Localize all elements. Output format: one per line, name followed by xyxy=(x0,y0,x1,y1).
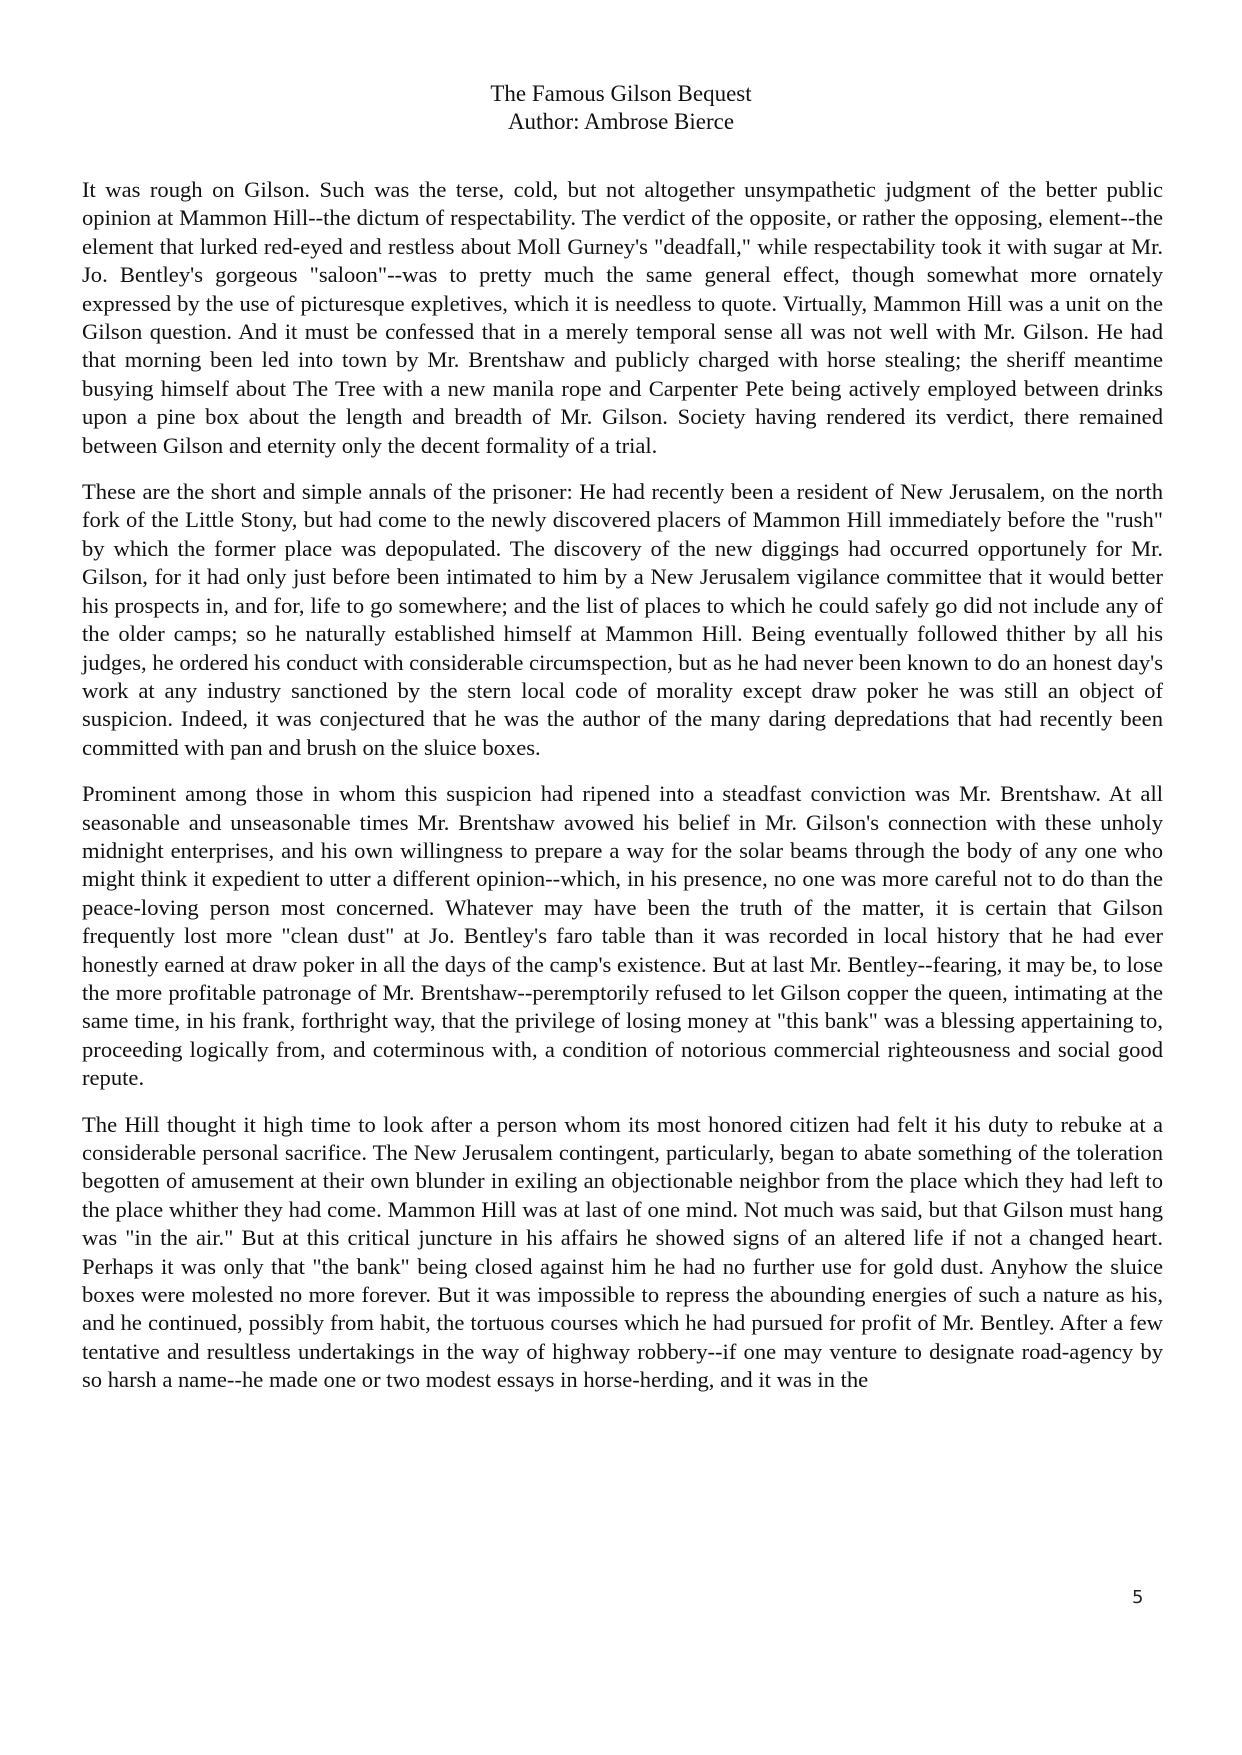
paragraph-3: Prominent among those in whom this suspicion had ripened into a steadfast conviction was Mr. Brentshaw. At all seasonable and unseasonable times Mr. Brentshaw avowed his belief in Mr. Gilson's connection with these unholy midnight enterprises, and his own willingness to prepare a way for the solar beams through the body of any one who might think it expedient to utter a different opinion--which, in his presence, no one was more careful not to do than the peace-loving person most concerned. Whatever may have been the truth of the matter, it is certain that Gilson frequently lost more "clean dust" at Jo. Bentley's faro table than it was recorded in local history that he had ever honestly earned at draw poker in all the days of the camp's existence. But at last Mr. Bentley--fearing, it may be, to lose the more profitable patronage of Mr. Brentshaw--peremptorily refused to let Gilson copper the queen, intimating at the same time, in his frank, forthright way, that the privilege of losing money at "this bank" was a blessing appertaining to, proceeding logically from, and coterminous with, a condition of notorious commercial righteousness and social good repute. xyxy=(82,781,1163,1091)
document-author: Author: Ambrose Bierce xyxy=(507,109,735,134)
document-header xyxy=(0,80,1242,136)
paragraph-2: These are the short and simple annals of the prisoner: He had recently been a resident of New Jerusalem, on the north fork of the Little Stony, but had come to the newly discovered placers of Mammon Hill immediately before the "rush" by which the former place was depopulated. The discovery of the new diggings had occurred opportunely for Mr. Gilson, for it had only just before been intimated to him by a New Jerusalem vigilance committee that it would better his prospects in, and for, life to go somewhere; and the list of places to which he could safely go did not include any of the older camps; so he naturally established himself at Mammon Hill. Being eventually followed thither by all his judges, he ordered his conduct with considerable circumspection, but as he had never been known to do an honest day's work at any industry sanctioned by the stern local code of morality except draw poker he was still an object of suspicion. Indeed, it was conjectured that he was the author of the many daring depredations that had recently been committed with pan and brush on the sluice boxes. xyxy=(82,479,1163,760)
paragraph-4: The Hill thought it high time to look after a person whom its most honored citizen had felt it his duty to rebuke at a considerable personal sacrifice. The New Jerusalem contingent, particularly, began to abate something of the toleration begotten of amusement at their own blunder in exiling an objectionable neighbor from the place which they had left to the place whither they had come. Mammon Hill was at last of one mind. Not much was said, but that Gilson must hang was "in the air." But at this critical juncture in his affairs he showed signs of an altered life if not a changed heart. Perhaps it was only that "the bank" being closed against him he had no further use for gold dust. Anyhow the sluice boxes were molested no more forever. But it was impossible to repress the abounding energies of such a nature as his, and he continued, possibly from habit, the tortuous courses which he had pursued for profit of Mr. Bentley. After a few tentative and resultless undertakings in the way of highway robbery--if one may venture to designate road-agency by so harsh a name--he made one or two modest essays in horse-herding, and it was in the xyxy=(82,1111,1163,1393)
paragraph-1: It was rough on Gilson. Such was the terse, cold, but not altogether unsympathetic judgment of the better public opinion at Mammon Hill--the dictum of respectability. The verdict of the opposite, or rather the opposing, element--the element that lurked red-eyed and restless about Moll Gurney's "deadfall," while respectability took it with sugar at Mr. Jo. Bentley's gorgeous "saloon"--was to pretty much the same general effect, though somewhat more ornately expressed by the use of picturesque expletives, which it is needless to quote. Virtually, Mammon Hill was a unit on the Gilson question. And it must be confessed that in a merely temporal sense all was not well with Mr. Gilson. He had that morning been led into town by Mr. Brentshaw and publicly charged with horse stealing; the sheriff meantime busying himself about The Tree with a new manila rope and Carpenter Pete being actively employed between drinks upon a pine box about the length and breadth of Mr. Gilson. Society having rendered its verdict, there remained between Gilson and eternity only the decent formality of a trial. xyxy=(82,177,1163,458)
page-number: 5 xyxy=(1132,1587,1144,1608)
document-title: The Famous Gilson Bequest xyxy=(490,81,752,106)
document-body xyxy=(82,176,1163,1413)
